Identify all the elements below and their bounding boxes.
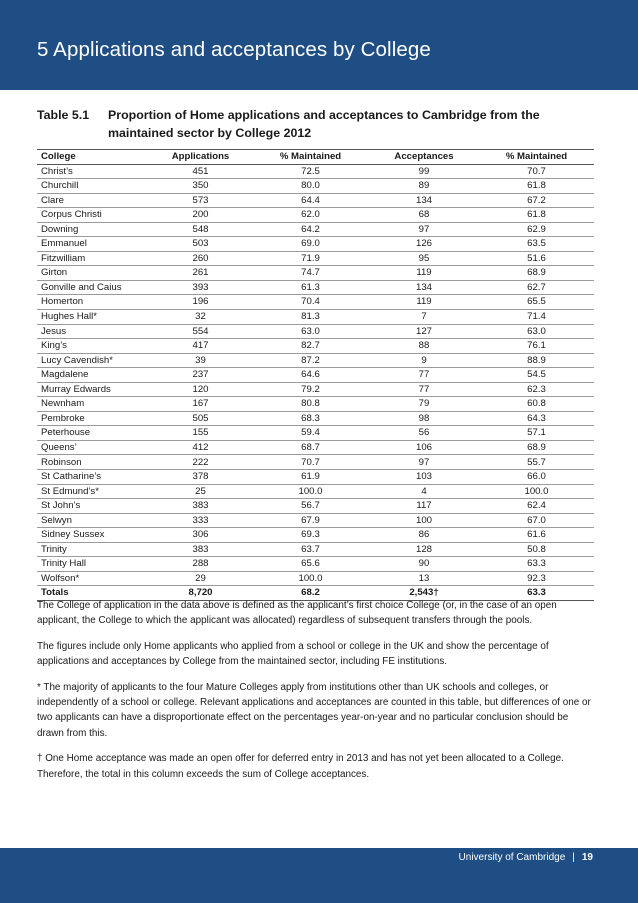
cell-applications-maintained: 61.3	[252, 280, 369, 295]
table-row	[37, 455, 594, 470]
cell-acceptances: 95	[369, 251, 479, 266]
cell-acceptances: 119	[369, 295, 479, 310]
header-band	[0, 0, 638, 90]
cell-acceptances: 7	[369, 310, 479, 325]
cell-applications-maintained: 74.7	[252, 266, 369, 281]
cell-applications: 554	[149, 324, 252, 339]
cell-college: Magdalene	[37, 368, 149, 383]
page-number: 19	[581, 852, 593, 863]
page-title: 5 Applications and acceptances by College	[37, 38, 431, 61]
table-row	[37, 208, 594, 223]
cell-acceptances: 86	[369, 528, 479, 543]
cell-applications: 393	[149, 280, 252, 295]
cell-applications-maintained: 69.0	[252, 237, 369, 252]
cell-applications: 25	[149, 484, 252, 499]
table-body	[37, 164, 594, 600]
cell-acceptances-maintained: 92.3	[479, 571, 594, 586]
totals-acceptances: 2,543†	[369, 586, 479, 601]
cell-acceptances-maintained: 88.9	[479, 353, 594, 368]
cell-acceptances-maintained: 68.9	[479, 440, 594, 455]
table-row	[37, 411, 594, 426]
cell-acceptances: 99	[369, 164, 479, 179]
cell-applications: 29	[149, 571, 252, 586]
cell-applications-maintained: 72.5	[252, 164, 369, 179]
cell-acceptances-maintained: 51.6	[479, 251, 594, 266]
cell-applications: 383	[149, 499, 252, 514]
table-row	[37, 513, 594, 528]
cell-acceptances-maintained: 57.1	[479, 426, 594, 441]
cell-applications-maintained: 63.0	[252, 324, 369, 339]
table-row	[37, 222, 594, 237]
cell-college: Emmanuel	[37, 237, 149, 252]
table-caption-text: Proportion of Home applications and acceptances to Cambridge from the maintained sector by College 2012	[108, 108, 540, 140]
cell-acceptances-maintained: 70.7	[479, 164, 594, 179]
cell-applications: 383	[149, 542, 252, 557]
cell-acceptances: 89	[369, 179, 479, 194]
cell-applications-maintained: 80.8	[252, 397, 369, 412]
table-row	[37, 280, 594, 295]
cell-college: Newnham	[37, 397, 149, 412]
table-row	[37, 295, 594, 310]
cell-college: Trinity	[37, 542, 149, 557]
table-row	[37, 484, 594, 499]
table-row	[37, 470, 594, 485]
cell-acceptances-maintained: 55.7	[479, 455, 594, 470]
cell-applications-maintained: 87.2	[252, 353, 369, 368]
cell-acceptances: 126	[369, 237, 479, 252]
totals-acceptances-maintained: 63.3	[479, 586, 594, 601]
table-row	[37, 310, 594, 325]
cell-acceptances-maintained: 61.6	[479, 528, 594, 543]
cell-acceptances-maintained: 65.5	[479, 295, 594, 310]
cell-applications-maintained: 70.7	[252, 455, 369, 470]
cell-acceptances: 119	[369, 266, 479, 281]
notes	[37, 598, 597, 792]
cell-college: Lucy Cavendish*	[37, 353, 149, 368]
cell-college: Queens’	[37, 440, 149, 455]
cell-applications: 503	[149, 237, 252, 252]
cell-acceptances: 68	[369, 208, 479, 223]
cell-college: Jesus	[37, 324, 149, 339]
cell-college: Churchill	[37, 179, 149, 194]
cell-college: Christ’s	[37, 164, 149, 179]
cell-acceptances-maintained: 100.0	[479, 484, 594, 499]
cell-applications: 260	[149, 251, 252, 266]
cell-acceptances-maintained: 66.0	[479, 470, 594, 485]
cell-college: Robinson	[37, 455, 149, 470]
cell-applications-maintained: 67.9	[252, 513, 369, 528]
cell-acceptances: 127	[369, 324, 479, 339]
cell-applications: 548	[149, 222, 252, 237]
cell-applications: 573	[149, 193, 252, 208]
cell-acceptances: 134	[369, 193, 479, 208]
applications-table	[37, 149, 594, 601]
cell-applications-maintained: 71.9	[252, 251, 369, 266]
cell-applications: 39	[149, 353, 252, 368]
cell-acceptances: 9	[369, 353, 479, 368]
cell-applications-maintained: 68.7	[252, 440, 369, 455]
cell-college: Selwyn	[37, 513, 149, 528]
cell-applications: 222	[149, 455, 252, 470]
cell-applications-maintained: 82.7	[252, 339, 369, 354]
table-caption-number: Table 5.1	[37, 108, 90, 122]
cell-college: Murray Edwards	[37, 382, 149, 397]
note-definition: The College of application in the data above is defined as the applicant’s first choice College (or, in the case of an open applicant, the College to which the applicant was allocated) regardless of subsequent transfers through the pools.	[37, 600, 557, 627]
cell-college: Downing	[37, 222, 149, 237]
cell-college: St Catharine’s	[37, 470, 149, 485]
footer-separator: |	[572, 852, 575, 863]
table-row	[37, 542, 594, 557]
cell-acceptances-maintained: 63.5	[479, 237, 594, 252]
cell-applications-maintained: 79.2	[252, 382, 369, 397]
cell-acceptances-maintained: 62.9	[479, 222, 594, 237]
cell-applications: 196	[149, 295, 252, 310]
cell-applications-maintained: 100.0	[252, 571, 369, 586]
cell-applications-maintained: 69.3	[252, 528, 369, 543]
cell-college: Fitzwilliam	[37, 251, 149, 266]
cell-acceptances: 128	[369, 542, 479, 557]
cell-applications-maintained: 100.0	[252, 484, 369, 499]
totals-college: Totals	[37, 586, 149, 601]
cell-applications-maintained: 68.3	[252, 411, 369, 426]
note-mature-colleges: * The majority of applicants to the four Mature Colleges apply from institutions other than UK schools and colleges, or independently of a school or college. Relevant applications and acceptances are counted in this table, but differences of one or two applicants can have a disproportionate effect on the percentages year-on-year and no particular conclusion should be drawn from this.	[37, 681, 591, 739]
cell-acceptances: 97	[369, 222, 479, 237]
cell-applications: 412	[149, 440, 252, 455]
cell-acceptances-maintained: 50.8	[479, 542, 594, 557]
cell-acceptances: 77	[369, 382, 479, 397]
column-header-applications: Applications	[149, 150, 252, 165]
cell-applications: 417	[149, 339, 252, 354]
cell-applications-maintained: 59.4	[252, 426, 369, 441]
cell-acceptances-maintained: 76.1	[479, 339, 594, 354]
cell-college: St Edmund’s*	[37, 484, 149, 499]
cell-acceptances: 56	[369, 426, 479, 441]
column-header-acceptances-maintained: % Maintained	[479, 150, 594, 165]
cell-applications-maintained: 62.0	[252, 208, 369, 223]
cell-applications-maintained: 80.0	[252, 179, 369, 194]
cell-applications: 120	[149, 382, 252, 397]
totals-applications: 8,720	[149, 586, 252, 601]
totals-applications-maintained: 68.2	[252, 586, 369, 601]
table-caption	[37, 106, 597, 142]
cell-college: Clare	[37, 193, 149, 208]
cell-acceptances-maintained: 62.4	[479, 499, 594, 514]
table-row	[37, 339, 594, 354]
cell-applications: 237	[149, 368, 252, 383]
cell-acceptances-maintained: 61.8	[479, 208, 594, 223]
footer-publisher: University of Cambridge	[458, 852, 566, 863]
cell-applications: 32	[149, 310, 252, 325]
column-header-applications-maintained: % Maintained	[252, 150, 369, 165]
table-row	[37, 557, 594, 572]
cell-acceptances: 117	[369, 499, 479, 514]
table-row	[37, 382, 594, 397]
cell-acceptances: 103	[369, 470, 479, 485]
table-row	[37, 251, 594, 266]
cell-acceptances: 77	[369, 368, 479, 383]
cell-applications: 451	[149, 164, 252, 179]
cell-applications-maintained: 64.2	[252, 222, 369, 237]
table-row	[37, 164, 594, 179]
cell-applications: 155	[149, 426, 252, 441]
cell-college: Sidney Sussex	[37, 528, 149, 543]
table-row	[37, 237, 594, 252]
table-row	[37, 571, 594, 586]
table-row	[37, 528, 594, 543]
cell-applications-maintained: 70.4	[252, 295, 369, 310]
cell-applications: 288	[149, 557, 252, 572]
cell-acceptances: 97	[369, 455, 479, 470]
cell-acceptances-maintained: 63.3	[479, 557, 594, 572]
cell-applications-maintained: 64.4	[252, 193, 369, 208]
cell-acceptances-maintained: 61.8	[479, 179, 594, 194]
cell-acceptances-maintained: 64.3	[479, 411, 594, 426]
cell-acceptances-maintained: 68.9	[479, 266, 594, 281]
table-row	[37, 368, 594, 383]
cell-acceptances-maintained: 60.8	[479, 397, 594, 412]
cell-applications-maintained: 63.7	[252, 542, 369, 557]
table-row	[37, 353, 594, 368]
cell-acceptances-maintained: 62.7	[479, 280, 594, 295]
cell-applications: 167	[149, 397, 252, 412]
cell-applications-maintained: 65.6	[252, 557, 369, 572]
cell-applications: 261	[149, 266, 252, 281]
cell-college: Pembroke	[37, 411, 149, 426]
cell-college: Wolfson*	[37, 571, 149, 586]
table-row	[37, 324, 594, 339]
cell-applications: 505	[149, 411, 252, 426]
note-deferred-entry: † One Home acceptance was made an open offer for deferred entry in 2013 and has not yet been allocated to a College. Therefore, the total in this column exceeds the sum of College acceptances.	[37, 753, 564, 780]
cell-acceptances-maintained: 67.0	[479, 513, 594, 528]
cell-college: Homerton	[37, 295, 149, 310]
table-row	[37, 179, 594, 194]
cell-acceptances: 98	[369, 411, 479, 426]
cell-acceptances-maintained: 71.4	[479, 310, 594, 325]
footer	[459, 852, 593, 863]
cell-college: Hughes Hall*	[37, 310, 149, 325]
cell-college: King’s	[37, 339, 149, 354]
cell-acceptances: 4	[369, 484, 479, 499]
cell-college: Peterhouse	[37, 426, 149, 441]
cell-acceptances: 88	[369, 339, 479, 354]
cell-acceptances: 106	[369, 440, 479, 455]
cell-college: Trinity Hall	[37, 557, 149, 572]
table-header-row	[37, 150, 594, 165]
cell-college: St John’s	[37, 499, 149, 514]
cell-acceptances-maintained: 54.5	[479, 368, 594, 383]
note-scope: The figures include only Home applicants who applied from a school or college in the UK and show the percentage of applications and acceptances by College from the maintained sector, including FE institutions.	[37, 640, 549, 668]
cell-acceptances-maintained: 62.3	[479, 382, 594, 397]
table-row	[37, 499, 594, 514]
cell-college: Girton	[37, 266, 149, 281]
cell-acceptances-maintained: 67.2	[479, 193, 594, 208]
table-row	[37, 193, 594, 208]
table-row	[37, 440, 594, 455]
cell-acceptances: 134	[369, 280, 479, 295]
table-row	[37, 266, 594, 281]
cell-acceptances: 90	[369, 557, 479, 572]
cell-applications: 378	[149, 470, 252, 485]
cell-college: Gonville and Caius	[37, 280, 149, 295]
cell-acceptances: 79	[369, 397, 479, 412]
cell-applications: 350	[149, 179, 252, 194]
cell-applications-maintained: 81.3	[252, 310, 369, 325]
cell-acceptances: 13	[369, 571, 479, 586]
cell-acceptances: 100	[369, 513, 479, 528]
cell-applications-maintained: 64.6	[252, 368, 369, 383]
column-header-college: College	[37, 150, 149, 165]
cell-applications: 333	[149, 513, 252, 528]
cell-applications: 306	[149, 528, 252, 543]
cell-applications-maintained: 61.9	[252, 470, 369, 485]
cell-college: Corpus Christi	[37, 208, 149, 223]
table-row	[37, 426, 594, 441]
cell-applications-maintained: 56.7	[252, 499, 369, 514]
table-row	[37, 397, 594, 412]
cell-acceptances-maintained: 63.0	[479, 324, 594, 339]
column-header-acceptances: Acceptances	[369, 150, 479, 165]
cell-applications: 200	[149, 208, 252, 223]
